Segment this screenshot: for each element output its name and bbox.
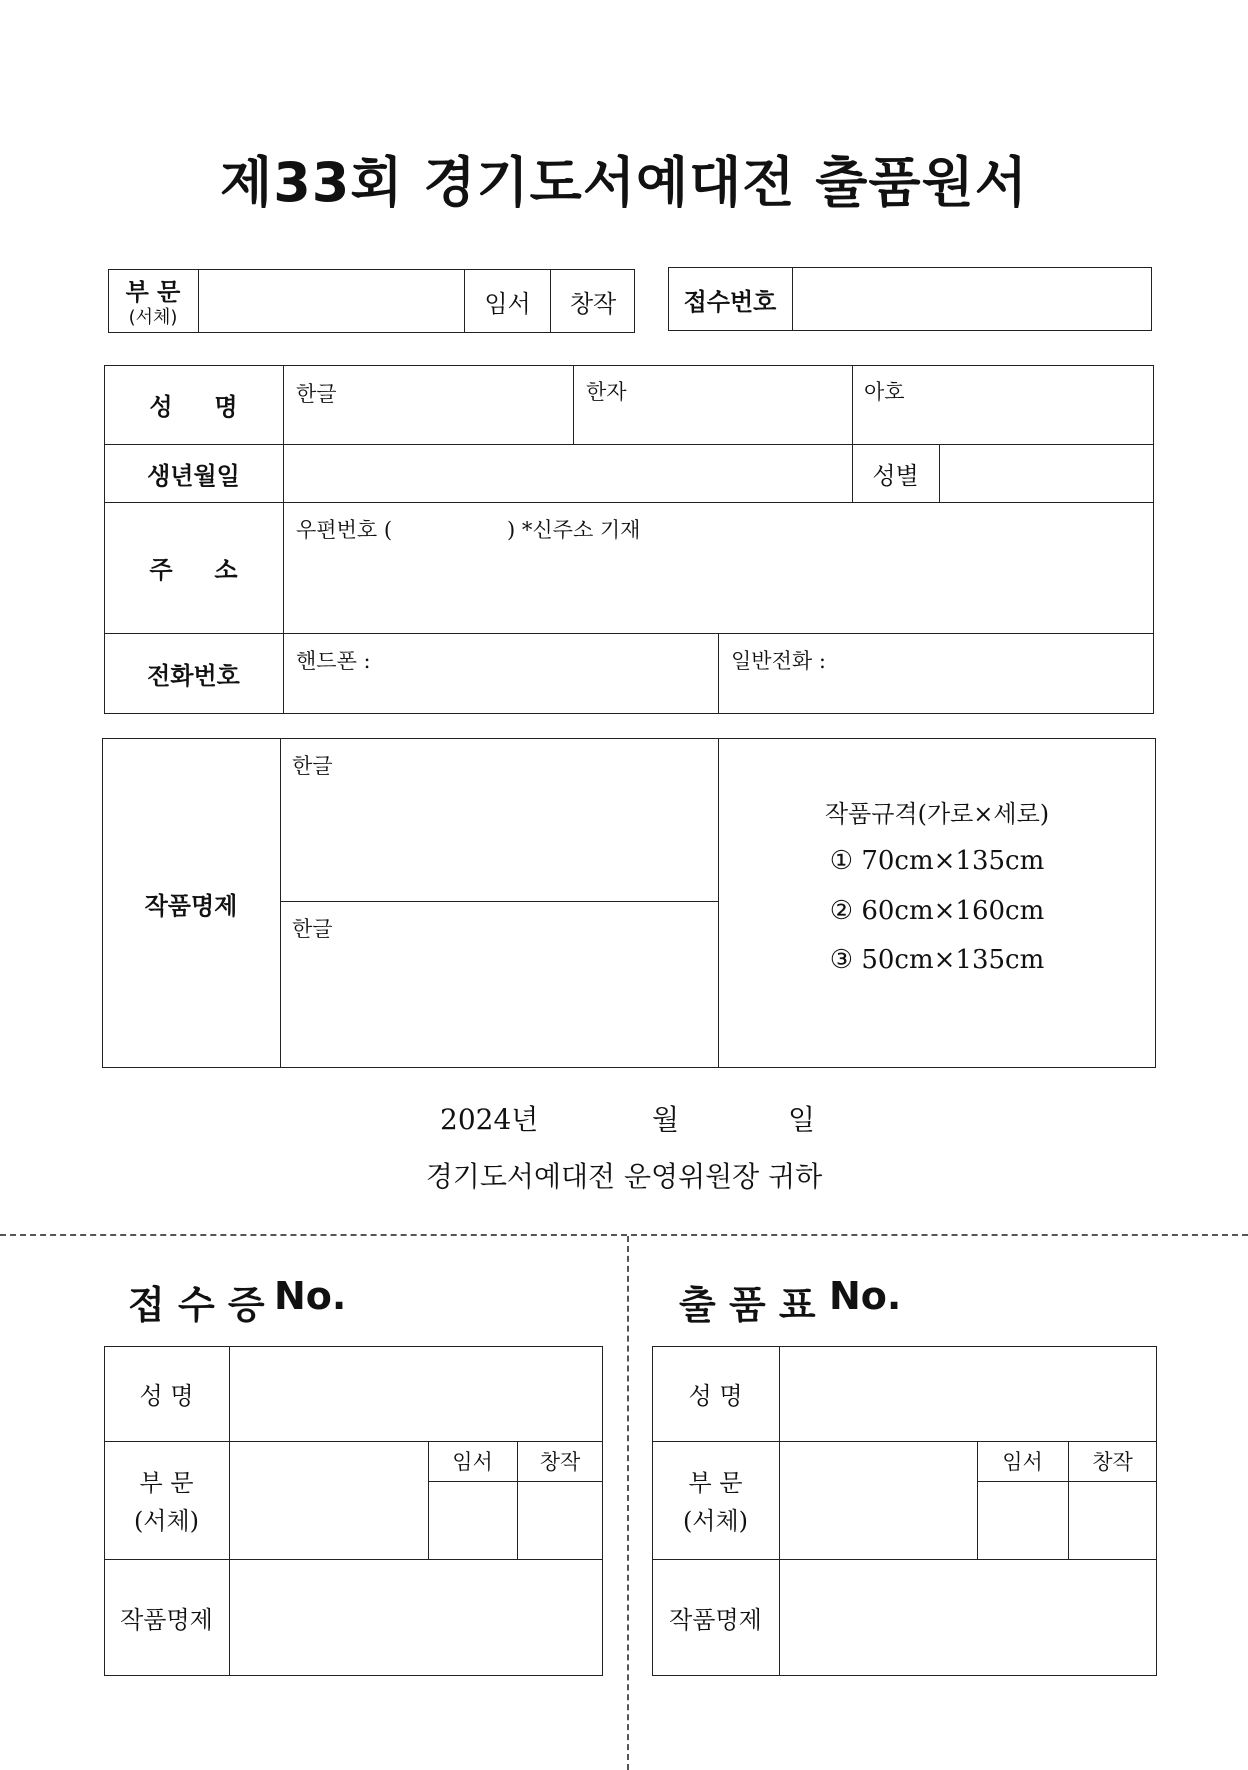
entry-artwork-label: 작품명제 — [669, 1606, 762, 1634]
date-year: 2024년 — [440, 1103, 539, 1136]
option-imseo[interactable]: 임서 — [484, 289, 531, 318]
receipt-slip-no: No. — [274, 1274, 347, 1318]
artwork-hangul-label-1: 한글 — [292, 754, 333, 778]
receipt-option-changjak[interactable]: 창작 — [539, 1450, 581, 1474]
spec-option-2: ② 60cm×160cm — [829, 896, 1045, 926]
spec-option-3: ③ 50cm×135cm — [829, 945, 1045, 975]
phone-label: 전화번호 — [147, 662, 240, 690]
birth-label: 생년월일 — [147, 461, 240, 490]
cut-line-vertical — [627, 1236, 629, 1770]
cut-line-horizontal — [0, 1234, 1248, 1236]
entry-slip-title: 출 품 표 — [679, 1283, 816, 1327]
date-day: 일 — [788, 1103, 816, 1136]
date-month: 월 — [652, 1103, 680, 1136]
gender-input[interactable] — [941, 446, 1152, 500]
gender-label: 성별 — [872, 461, 919, 490]
entry-category-sub: (서체) — [682, 1506, 749, 1535]
receipt-slip-title: 접 수 증 — [128, 1283, 265, 1327]
address-label: 주 소 — [149, 556, 238, 584]
receipt-number-input[interactable] — [794, 269, 1150, 329]
entry-name-label: 성 명 — [688, 1382, 743, 1410]
name-hangul-label: 한글 — [296, 382, 337, 406]
birth-input[interactable] — [285, 446, 850, 500]
spec-option-1: ① 70cm×135cm — [829, 846, 1045, 876]
pen-name-label: 아호 — [864, 380, 905, 404]
receipt-option-imseo[interactable]: 임서 — [452, 1450, 493, 1474]
receipt-category-sub: (서체) — [133, 1506, 200, 1535]
address-input[interactable] — [285, 545, 1152, 631]
entry-slip-no: No. — [829, 1274, 902, 1318]
entry-option-changjak[interactable]: 창작 — [1092, 1450, 1133, 1474]
entry-option-imseo[interactable]: 임서 — [1002, 1450, 1043, 1474]
postal-close-label: ) *신주소 기재 — [507, 518, 641, 542]
category-input[interactable] — [200, 271, 462, 331]
artwork-hangul-label-2: 한글 — [292, 917, 333, 941]
category-label: 부 문 — [125, 277, 181, 306]
name-hanja-label: 한자 — [586, 380, 627, 404]
entry-category-label: 부 문 — [688, 1468, 743, 1497]
receipt-name-label: 성 명 — [139, 1382, 194, 1410]
addressee: 경기도서예대전 운영위원장 귀하 — [425, 1160, 823, 1193]
receipt-artwork-label: 작품명제 — [120, 1606, 213, 1634]
receipt-category-label: 부 문 — [139, 1468, 194, 1497]
spec-title: 작품규격(가로×세로) — [824, 799, 1050, 828]
name-label: 성 명 — [149, 393, 238, 421]
receipt-number-label: 접수번호 — [683, 287, 777, 316]
landline-label: 일반전화 : — [731, 649, 826, 673]
postal-code-label: 우편번호 ( — [296, 518, 393, 542]
mobile-label: 핸드폰 : — [296, 649, 371, 673]
option-changjak[interactable]: 창작 — [569, 289, 617, 318]
artwork-label: 작품명제 — [144, 891, 238, 920]
page-title: 제33회 경기도서예대전 출품원서 — [220, 151, 1028, 214]
category-sub-label: (서체) — [128, 307, 178, 328]
